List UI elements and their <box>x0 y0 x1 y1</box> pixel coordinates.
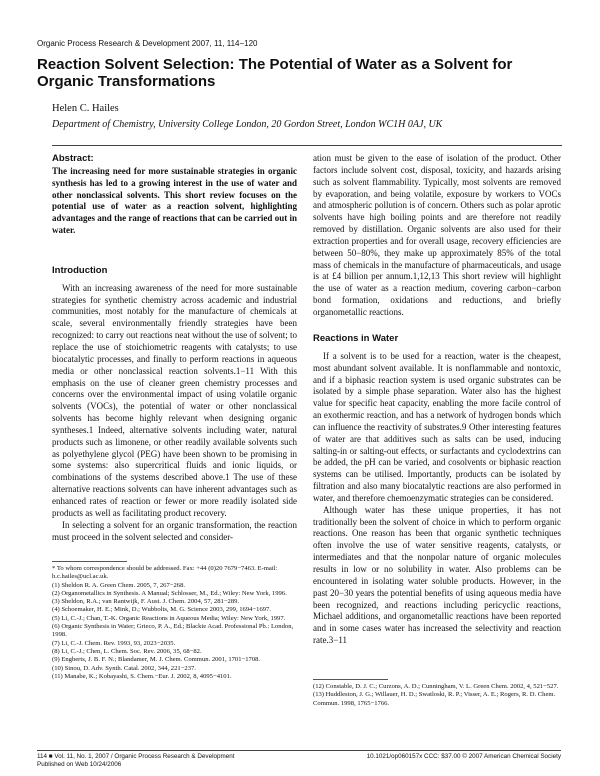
footer-doi: 10.1021/op060157x CCC: $37.00 © 2007 American Chemical Society <box>366 753 561 760</box>
introduction-heading: Introduction <box>52 264 108 276</box>
reference-item: (4) Schoemaker, H. E.; Mink, D.; Wubbolts, M. G. Science 2003, 299, 1694−1697. <box>52 606 271 614</box>
reference-item: (10) Sinou, D. Adv. Synth. Catal. 2002, 344, 221−237. <box>52 664 196 672</box>
footer-left <box>37 753 234 769</box>
reference-item: (11) Manabe, K.; Kobayashi, S. Chem.−Eur. J. 2002, 8, 4095−4101. <box>52 672 232 680</box>
footnote-divider <box>52 561 127 562</box>
footnote-divider-right <box>313 679 388 680</box>
reference-item: (5) Li, C.-J.; Chan, T.-K. Organic Reactions in Aqueous Media; Wiley: New York, 1997. <box>52 614 286 622</box>
intro-paragraph-1: With an increasing awareness of the need for more sustainable strategies for synthetic chemistry across academic and industrial communities, most notably for the manufacture of chemicals at scale, several environmentally friendly strategies have been recognized: to carry out reactions neat without the use of solvent; to replace the use of stoichiometric reagents with catalysts; to use biocatalytic processes, and finally to perform reactions in aqueous media or other nonclassical reaction solvents.1−11 With this emphasis on the use of cleaner green chemistry processes and concerns over the environmental impact of using volatile organic solvents (VOCs), the potential of water or other nonclassical solvents has become highly relevant when designing organic syntheses.1 Indeed, alternative solvents including water, natural products such as limonene, or other readily available solvents such as polyethylene glycol (PEG) have been shown to be promising in some systems: also supercritical fluids and ionic liquids, or combinations of the systems described above.1 The use of these alternative reactions solvents can have inherent advantages such as enhanced rates of reaction or fewer or more readily isolated side products as well as facilitating product recovery. <box>52 282 297 518</box>
footer-published-date: Published on Web 10/24/2006 <box>37 761 122 768</box>
reference-list-left <box>52 565 297 681</box>
intro-continuation: ation must be given to the ease of isolation of the product. Other factors include solvent cost, disposal, toxicity, and hazards arising such as solvent flammability. Typically, most solvents are removed by evaporation, and being volatile, exposure by workers to VOCs and atmospheric pollution is of concern. Others such as polar aprotic solvents have high boiling points and are therefore not readily removed by distillation. Organic solvents are also used for their extraction properties and for overall usage, recovery efficiencies are between 50−80%, they make up approximately 85% of the total mass of chemicals in the manufacture of pharmaceuticals, and usage is at £4 billion per annum.1,12,13 This short review will highlight the use of water as a reaction medium, covering carbon−carbon bond formation, oxidations and reductions, and briefly organometallic reactions. <box>313 153 561 317</box>
correspondence-note: * To whom correspondence should be addressed. Fax: +44 (0)20 7679−7463. E-mail: h.c.hailes@ucl.ac.uk. <box>52 565 278 581</box>
intro-paragraph-2: In selecting a solvent for an organic transformation, the reaction must proceed in the solvent selected and consider- <box>52 519 297 542</box>
abstract-heading: Abstract: <box>52 153 94 164</box>
reference-item: (3) Sheldon, R.A.; van Rantwijk, F. Aust. J. Chem. 2004, 57, 281−289. <box>52 598 240 606</box>
header-divider <box>52 145 562 146</box>
water-paragraph-2: Although water has these unique properties, it has not traditionally been the solvent of choice in which to perform organic reactions. One reason has been that organic synthetic techniques often involve the use of water sensitive reagents, catalysts, or intermediates and that the nonpolar nature of organic molecules results in low or no solubility in water. Also problems can be encountered in isolating water soluble products. However, in the past 20−30 years the potential benefits of using aqueous media have been recognized, and reactions including pericyclic reactions, Michael additions, and organometallic reactions have been reported and in some cases water has increased the selectivity and reaction rate.3−11 <box>313 504 561 646</box>
reference-item: (12) Constable, D. J. C.; Curzons, A. D.; Cunningham, V. L. Green Chem. 2002, 4, 521−527. <box>313 683 559 690</box>
reactions-in-water-heading: Reactions in Water <box>313 332 399 344</box>
author-name: Helen C. Hailes <box>52 103 119 114</box>
right-column <box>313 153 561 647</box>
article-title: Reaction Solvent Selection: The Potential of Water as a Solvent for Organic Transformations <box>37 56 513 90</box>
water-paragraph-1: If a solvent is to be used for a reaction, water is the cheapest, most abundant solvent available. It is nonflammable and nontoxic, and if a biphasic reaction system is used organic substrates can be isolated by a simple phase separation. Water also has the highest value for specific heat capacity, enabling the more facile control of an exothermic reaction, and has a network of hydrogen bonds which can influence the reactivity of substrates.9 Other interesting features of water are that additives such as salts can be used, inducing salting-in or salting-out effects, or surfactants and cyclodextrins can be added, the pH can be varied, and cosolvents or biphasic reaction systems can be utilised. Importantly, products can be isolated by filtration and also many biocatalytic reactions are also performed in water, and therefore chemoenzymatic strategies can be considered. <box>313 350 561 503</box>
reference-item: (8) Li, C.-J.; Chen, L. Chem. Soc. Rev. 2006, 35, 68−82. <box>52 647 202 655</box>
reference-list-right <box>313 683 561 708</box>
reference-item: (13) Huddleston, J. G.; Willauer, H. D.; Swatloski, R. P.; Visser, A. E.; Rogers, R. D. Chem. Commun. 1998, 1765−1766. <box>313 691 556 707</box>
author-affiliation: Department of Chemistry, University College London, 20 Gordon Street, London WC1H 0AJ, UK <box>52 119 443 130</box>
reference-item: (7) Li, C.-J. Chem. Rev. 1993, 93, 2023−2035. <box>52 639 176 647</box>
left-column <box>52 153 297 543</box>
reference-item: (1) Sheldon R. A. Green Chem. 2005, 7, 267−268. <box>52 581 186 589</box>
reference-item: (6) Organic Synthesis in Water; Grieco, P. A., Ed.; Blackie Acad. Professional Pb.: London, 1998. <box>52 623 294 639</box>
reference-item: (2) Organometallics in Synthesis. A Manual; Schlosser, M., Ed.; Wiley: New York, 1996. <box>52 589 287 597</box>
footer-divider <box>37 750 561 751</box>
journal-header: Organic Process Research & Development 2007, 11, 114−120 <box>37 39 258 48</box>
footer-page-info: 114 ■ Vol. 11, No. 1, 2007 / Organic Process Research & Development <box>37 753 235 760</box>
abstract-text: The increasing need for more sustainable strategies in organic synthesis has led to a growing interest in the use of water and other nonclassical solvents. This short review focuses on the potential use of water as a reaction solvent, highlighting advantages and the range of reactions that can be carried out in water. <box>52 166 297 235</box>
reference-item: (9) Engberts, J. B. F. N.; Blandamer, M. J. Chem. Commun. 2001, 1701−1708. <box>52 656 261 664</box>
